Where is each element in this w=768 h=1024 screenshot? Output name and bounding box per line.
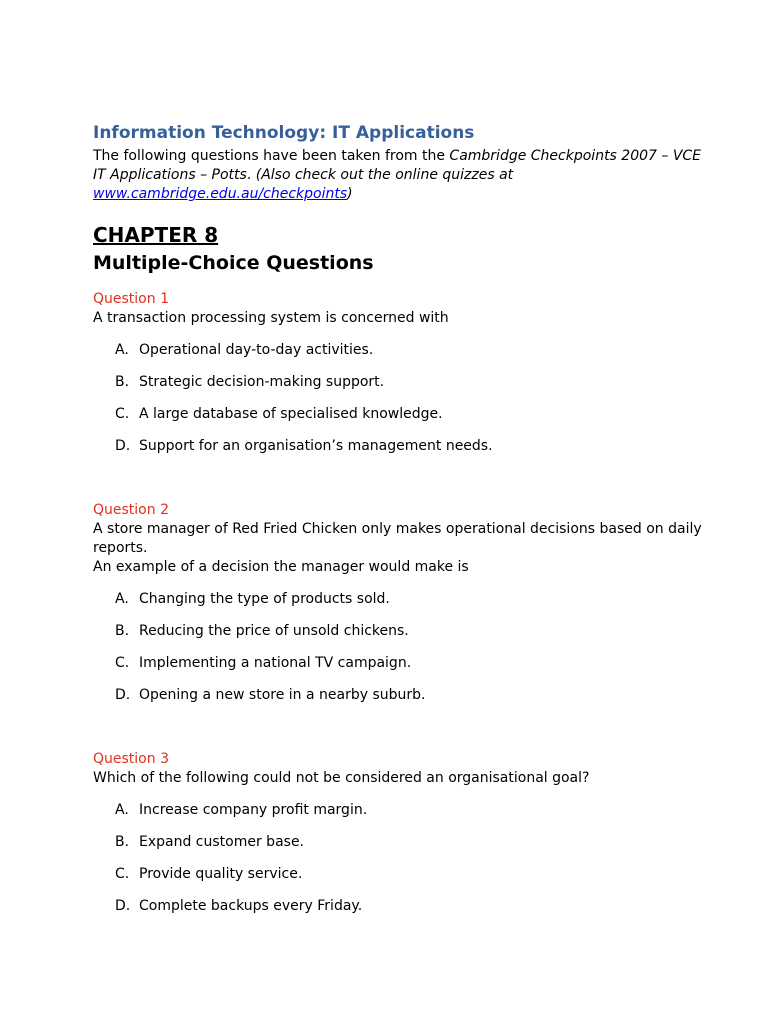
option-letter: B. — [115, 834, 130, 850]
answer-option — [93, 405, 703, 424]
answer-option — [93, 341, 703, 360]
option-letter: C. — [115, 655, 130, 671]
option-letter: A. — [115, 342, 129, 358]
answer-option — [93, 654, 703, 673]
option-letter: A. — [115, 802, 129, 818]
option-text: Operational day-to-day activities. — [139, 342, 374, 358]
question-label: Question 1 — [93, 291, 169, 307]
option-letter: A. — [115, 591, 129, 607]
answer-option — [93, 897, 703, 916]
answer-options — [93, 341, 703, 456]
question-2 — [93, 501, 703, 705]
option-letter: B. — [115, 374, 130, 390]
option-text: Strategic decision-making support. — [139, 374, 385, 390]
intro-paragraph — [93, 147, 703, 204]
question-3 — [93, 750, 703, 916]
intro-text: The following questions have been taken from the — [93, 148, 450, 164]
intro-note: (Also check out the online quizzes at — [255, 167, 514, 183]
question-text: A store manager of Red Fried Chicken only makes operational decisions based on daily reports. — [93, 521, 702, 556]
option-text: Complete backups every Friday. — [139, 898, 363, 914]
option-text: Increase company profit margin. — [139, 802, 368, 818]
document-title: Information Technology: IT Applications — [93, 123, 475, 143]
answer-option — [93, 865, 703, 884]
answer-option — [93, 373, 703, 392]
intro-text-2: . — [246, 167, 256, 183]
answer-option — [93, 833, 703, 852]
answer-options — [93, 801, 703, 916]
option-text: Opening a new store in a nearby suburb. — [139, 687, 426, 703]
answer-options — [93, 590, 703, 705]
option-text: Expand customer base. — [139, 834, 305, 850]
option-letter: D. — [115, 438, 131, 454]
answer-option — [93, 590, 703, 609]
answer-option — [93, 622, 703, 641]
option-letter: D. — [115, 898, 131, 914]
option-text: A large database of specialised knowledge. — [139, 406, 443, 422]
question-text: Which of the following could not be considered an organisational goal? — [93, 770, 590, 786]
option-text: Changing the type of products sold. — [139, 591, 390, 607]
intro-source-title: Cambridge Checkpoints 2007 – VCE IT Applications – Potts — [93, 148, 702, 183]
option-letter: D. — [115, 687, 131, 703]
option-text: Reducing the price of unsold chickens. — [139, 623, 409, 639]
section-heading: Multiple-Choice Questions — [93, 252, 374, 274]
answer-option — [93, 686, 703, 705]
intro-note-close: ) — [347, 186, 353, 202]
option-text: Support for an organisation’s management needs. — [139, 438, 493, 454]
option-letter: B. — [115, 623, 130, 639]
question-label: Question 3 — [93, 751, 169, 767]
question-text-2: An example of a decision the manager would make is — [93, 559, 469, 575]
option-letter: C. — [115, 866, 130, 882]
question-1 — [93, 290, 703, 456]
document-page — [93, 120, 703, 916]
chapter-heading: CHAPTER 8 — [93, 223, 219, 247]
option-letter: C. — [115, 406, 130, 422]
answer-option — [93, 801, 703, 820]
checkpoints-link[interactable]: www.cambridge.edu.au/checkpoints — [93, 186, 348, 202]
question-label: Question 2 — [93, 502, 169, 518]
option-text: Implementing a national TV campaign. — [139, 655, 412, 671]
option-text: Provide quality service. — [139, 866, 303, 882]
answer-option — [93, 437, 703, 456]
question-text: A transaction processing system is concerned with — [93, 310, 449, 326]
